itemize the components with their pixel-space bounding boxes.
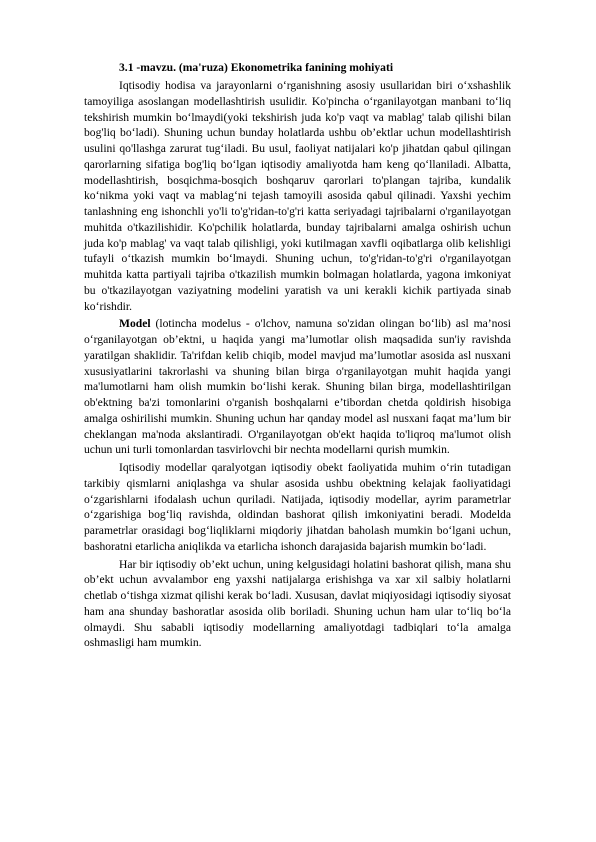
document-title: 3.1 -mavzu. (ma'ruza) Ekonometrika fanining mohiyati xyxy=(119,61,394,74)
paragraph-1: Iqtisodiy hodisa va jarayonlarni o‘rganishning asosiy usullaridan biri o‘xshashlik tamoyiliga asoslangan modellashtirish usulidir. Ko'pincha o‘rganilayotgan manbani to‘liq tekshirish mumkin bo‘lmaydi(yoki tekshirish juda ko'p vaqt va mablag' talab qilishi bilan bog'liq bo‘ladi). Shuning uchun bunday holatlarda ushbu ob’ektlar uchun modellashtirish usulini qo'llashga zarurat tug‘iladi. Bu usul, faoliyat natijalari ko'p jihatdan qabul qilingan qarorlarning sifatiga bog'liq bo‘lgan iqtisodiy amaliyotda ham keng qo‘llaniladi. Albatta, modellashtirish, bosqichma-bosqich boshqaruv qarorlari to'plangan tajriba, kundalik ko‘nikma yoki vaqt va mablag‘ni tejash tamoyili asosida qabul qilinadi. Yaxshi yechim tanlashning eng ishonchli yo'li to'g'ridan-to'g'ri katta seriyadagi tajribalarni o'rganilayotgan muhitda o'tkazilishidir. Ko'pchilik holatlarda, bunday tajribalarni amalga oshirish uchun juda ko'p mablag' va vaqt talab qilishligi, yoki kutilmagan xavfli oqibatlarga olib kelishligi tufayli o‘tkazish mumkin bo‘lmaydi. Shuning uchun, to'g'ridan-to'g'ri o'rganilayotgan muhitda katta partiyali tajriba o'tkazilish mumkin bolmagan holatlarda, yagona imkoniyat bu o'tkazilayotgan vaziyatning modelini yaratish va uni kerakli kichik partiyada sinab ko‘rishdir. xyxy=(84,79,511,313)
paragraph-2-text: (lotincha modelus - o'lchov, namuna so'zidan olingan bo‘lib) asl ma’nosi o‘rganilayotgan ob’ektni, u haqida yangi ma’lumotlar olish maqsadida sun'iy ravishda yaratilgan shaklidir. Ta'rifdan kelib chiqib, model mavjud ma’lumotlar asosida asl nusxani xususiyatlarini takrorlashi va shuning bilan birga o'rganilayotgan muhit haqida yangi ma'lumotlarni ham olish mumkin bo‘lishi kerak. Shuning bilan birga, modellashtirilgan ob'ektning ba'zi tomonlarini o'rganish boshqalarni e’tibordan chetda qoldirish hisobiga amalga oshirilishi mumkin. Shuning uchun har qanday model asl nusxani faqat ma’lum bir cheklangan ma'noda akslantiradi. O'rganilayotgan ob'ekt haqida to'liqroq ma'lumot olish uchun uni turli tomonlardan tasvirlovchi bir nechta modellarni qurish mumkin. xyxy=(84,317,511,457)
paragraph-3: Iqtisodiy modellar qaralyotgan iqtisodiy obekt faoliyatida muhim o‘rin tutadigan tarkibiy qismlarni aniqlashga va shular asosida ushbu obektning kelajak faoliyatidagi o‘zgarishlarni ifodalash uchun quriladi. Natijada, iqtisodiy modellar, ayrim parametrlar o‘zgarishiga bog‘liq ravishda, oldindan bashorat qilish imkoniyatini beradi. Modelda parametrlar orasidagi bog‘liqliklarni miqdoriy jihatdan baholash mumkin bo‘lgani uchun, bashoratni etarlicha aniqlikda va etarlicha ishonch darajasida bajarish mumkin bo‘ladi. xyxy=(84,461,511,553)
paragraph-2 xyxy=(84,316,511,458)
document-page xyxy=(84,59,511,651)
paragraph-4: Har bir iqtisodiy ob’ekt uchun, uning kelgusidagi holatini bashorat qilish, mana shu ob’ekt uchun avvalambor eng yaxshi natijalarga erishishga va xar xil salbiy holatlarni chetlab o‘tishga xizmat qilishi kerak bo‘ladi. Xususan, davlat miqiyosidagi iqtisodiy siyosat ham ana shunday bashoratlar asosida olib boriladi. Shuning uchun ham ular to‘liq bo‘la olmaydi. Shu sababli iqtisodiy modellarning amaliyotdagi tadbiqlari to‘la amalga oshmasligi ham mumkin. xyxy=(84,557,511,650)
model-term: Model xyxy=(119,317,151,331)
